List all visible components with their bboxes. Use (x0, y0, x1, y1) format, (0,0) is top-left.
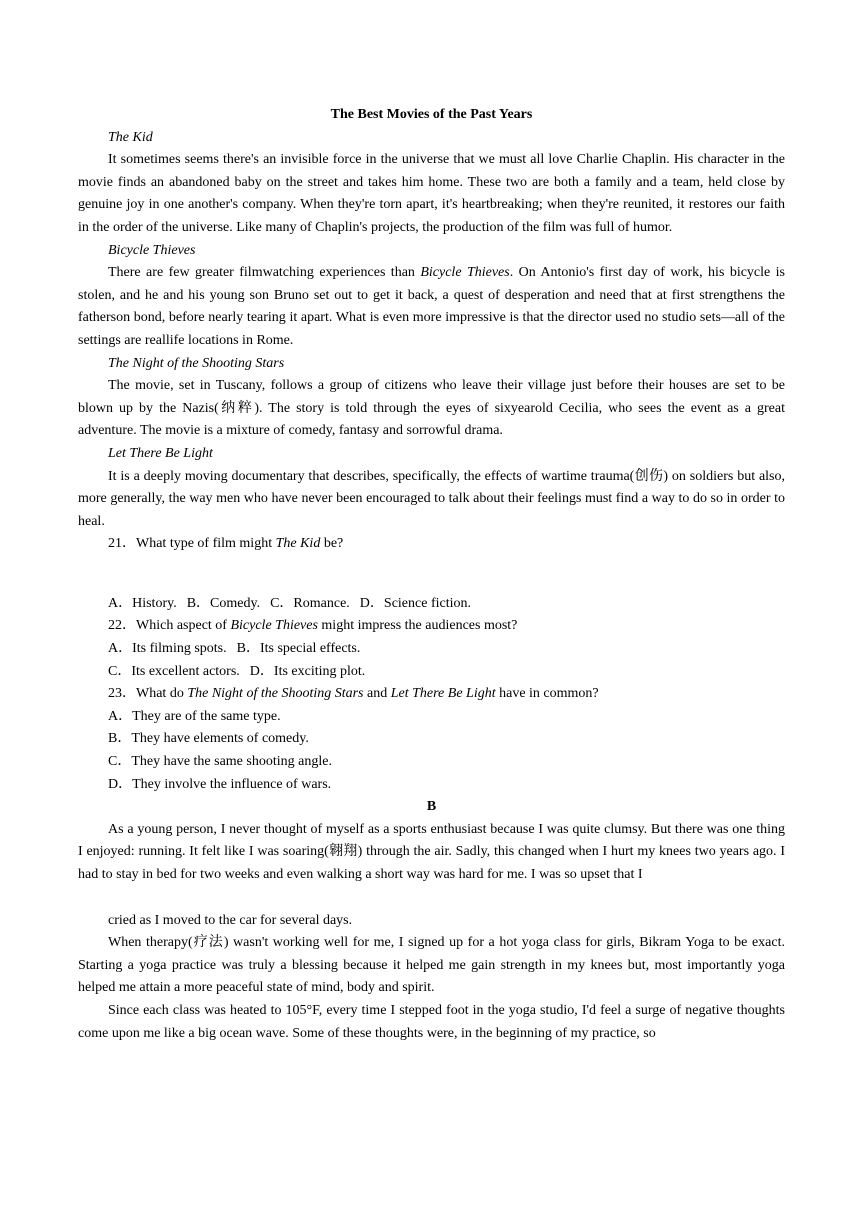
film-title: Bicycle Thieves (420, 265, 510, 281)
film-title: The Night of the Shooting Stars (187, 686, 364, 702)
section-label-b: B (426, 799, 437, 815)
document-title: The Best Movies of the Past Years (330, 107, 533, 122)
paragraph-text: There are few greater filmwatching experiences than (108, 265, 421, 281)
movie-heading-let-there-be-light: Let There Be Light (108, 445, 213, 461)
movie-heading-the-kid: The Kid (108, 129, 153, 145)
question-22-options-row2 (78, 661, 785, 684)
question-23 (78, 683, 785, 706)
question-text: 22．Which aspect of (108, 618, 231, 634)
question-22-options-row1 (78, 638, 785, 661)
option-a: A．History. (108, 595, 177, 611)
option-d: D．Science fiction. (359, 595, 471, 611)
option-b: B．They have elements of comedy. (108, 731, 309, 747)
question-text: and (363, 686, 391, 702)
passage-b-paragraph-1-continued: cried as I moved to the car for several days. (108, 912, 353, 928)
option-c: C．Its excellent actors. (108, 663, 240, 679)
option-c: C．Romance. (270, 595, 350, 611)
paragraph-text: . On Antonio's first day of work, his bicycle is stolen, and he and his young son Bruno set out to get it back, a quest of desperation and need that at first strengthens the fatherson bond, before nearly tearing it apart. What is even more impressive is that the director used no studio sets—all of the settings are reallife locations in Rome. (78, 265, 785, 348)
page-break-gap (78, 887, 785, 910)
film-title: Bicycle Thieves (230, 618, 318, 634)
passage-b-paragraph-2: When therapy(疗法) wasn't working well for me, I signed up for a hot yoga class for girls, Bikram Yoga to be exact. Starting a yoga practice was truly a blessing because it helped me gain strength in my knees but, most importantly yoga helped me attain a more peaceful state of mind, body and spirit. (78, 935, 785, 996)
film-title: Let There Be Light (390, 686, 496, 702)
option-a: A．They are of the same type. (108, 708, 281, 724)
option-c: C．They have the same shooting angle. (108, 754, 332, 770)
option-b: B．Comedy. (186, 595, 261, 611)
option-b: B．Its special effects. (236, 641, 361, 657)
passage-b-paragraph-3: Since each class was heated to 105°F, every time I stepped foot in the yoga studio, I'd feel a surge of negative thoughts come upon me like a big ocean wave. Some of these thoughts were, in the beginning of my practice, so (78, 1002, 785, 1041)
answer-gap (78, 556, 785, 593)
movie-paragraph-night-of-shooting-stars: The movie, set in Tuscany, follows a group of citizens who leave their village just before their houses are set to be blown up by the Nazis(纳粹). The story is told through the eyes of sixyearold Cecilia, who sees the event as a great adventure. The movie is a mixture of comedy, fantasy and sorrowful drama. (78, 378, 785, 439)
film-title: The Kid (275, 536, 321, 552)
option-a: A．Its filming spots. (108, 641, 227, 657)
question-text: might impress the audiences most? (317, 618, 518, 634)
question-text: 23．What do (108, 686, 188, 702)
question-21 (78, 533, 785, 556)
movie-heading-bicycle-thieves: Bicycle Thieves (108, 242, 196, 258)
option-d: D．They involve the influence of wars. (108, 776, 332, 792)
question-text: 21．What type of film might (108, 536, 276, 552)
question-21-options (78, 593, 785, 616)
document-page (78, 104, 785, 1045)
question-text: have in common? (495, 686, 599, 702)
option-d: D．Its exciting plot. (249, 663, 366, 679)
passage-b-paragraph-1: As a young person, I never thought of myself as a sports enthusiast because I was quite clumsy. But there was one thing I enjoyed: running. It felt like I was soaring(翱翔) through the air. Sadly, this changed when I hurt my knees two years ago. I had to stay in bed for two weeks and even walking a short way was hard for me. I was so upset that I (78, 821, 785, 882)
question-22 (78, 615, 785, 638)
movie-paragraph-let-there-be-light: It is a deeply moving documentary that describes, specifically, the effects of wartime trauma(创伤) on soldiers but also, more generally, the way men who have never been encouraged to talk about their feelings must find a way to do so in order to heal. (78, 468, 785, 529)
movie-heading-night-of-shooting-stars: The Night of the Shooting Stars (108, 355, 285, 371)
movie-paragraph-the-kid: It sometimes seems there's an invisible force in the universe that we must all love Charlie Chaplin. His character in the movie finds an abandoned baby on the street and takes him home. These two are both a family and a team, held close by genuine joy in one another's company. When they're torn apart, it's heartbreaking; when they're reunited, it restores our faith in the order of the universe. Like many of Chaplin's projects, the production of the film was full of humor. (78, 152, 785, 235)
question-text: be? (320, 536, 344, 552)
movie-paragraph-bicycle-thieves (78, 262, 785, 352)
